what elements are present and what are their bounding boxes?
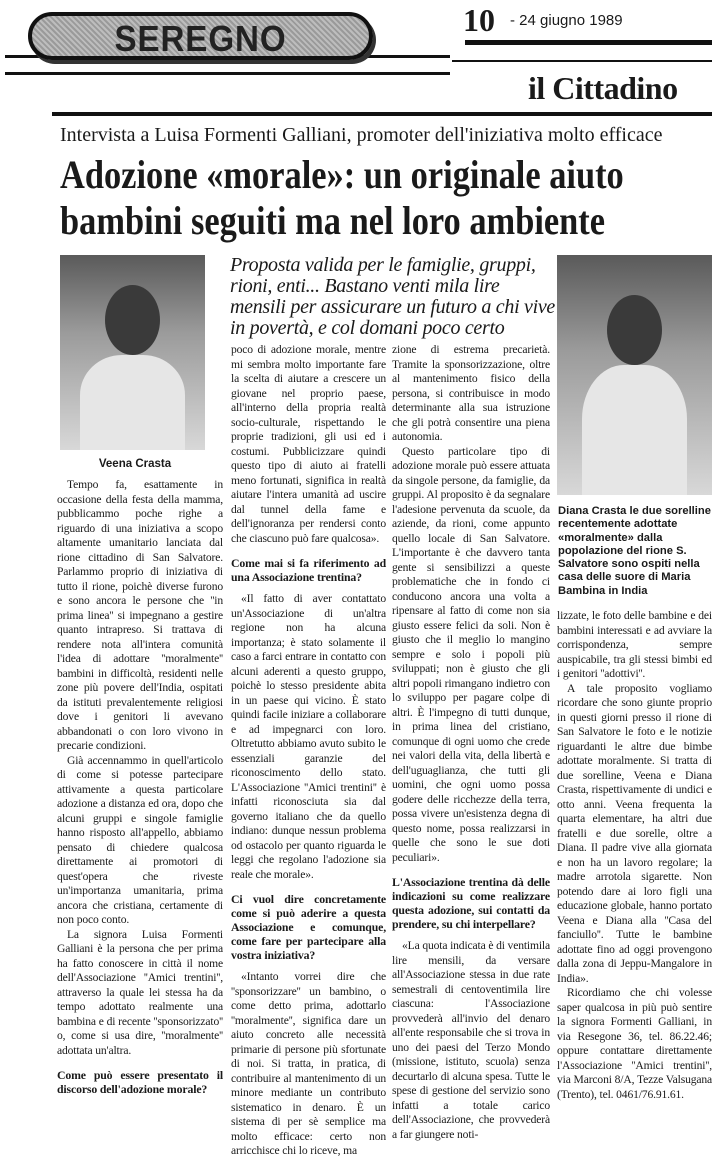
article-paragraph: Ricordiamo che chi volesse saper qualcosa in più può sentire la signora Formenti Galliani, in via Resegone 36, tel. 86.22.46; oppure contattare direttamente l'Associazione ''Amici trentini'', via Marconi 8/A, Tezze Valsugana (Trento), tel. 0461/76.91.61. [557, 986, 712, 1101]
deck-subtitle: Proposta valida per le famiglie, gruppi, rioni, enti... Bastano venti mila lire mensili per assicurare un futuro a chi vive in povertà, e col domani poco certo [230, 254, 556, 339]
article-paragraph: «Intanto vorrei dire che ''sponsorizzare'' un bambino, o come detto prima, adottarlo ''moralmente'', significa dare un aiuto concreto alle necessità primarie di persone più sfortunate di noi. Si tratta, in pratica, di contribuire al mantenimento di un minore mediante un contributo sistematico in denaro. È un sistema di per sè semplice ma molto efficace: certo non arricchisce chi lo riceve, ma [231, 970, 386, 1157]
headline-line-2: bambini seguiti ma nel loro ambiente [60, 198, 606, 243]
photo-subject-head [105, 285, 160, 355]
article-paragraph: «Il fatto di aver contattato un'Associazione di un'altra regione non ha alcuna importanza; è stato solamente il caso a farci entrare in contatto con alcuni aderenti a questo gruppo, poichè lo stesso presidente abita in un paese qui vicino. È stato quindi facile iniziare a collaborare e ad impegnarci con loro. Oltretutto abbiamo avuto subito le essenziali garanzie del riconoscimento dello stato. L'Associazione ''Amici trentini'' è infatti riconosciuta sia dal governo italiano che da quello indiano: dunque nessun problema od ostacolo per quanto riguarda le leggi che regolano l'adozione sia reale che morale». [231, 592, 386, 881]
photo2-caption: Diana Crasta le due sorelline recentemente adottate «moralmente» dalla popolazione del rione S. Salvatore sono ospiti nella casa delle suore di Maria Bambina in India [558, 505, 711, 597]
photo1-caption: Veena Crasta [98, 458, 172, 470]
section-title: SEREGNO [114, 18, 287, 59]
headline-line-1: Adozione «morale»: un originale aiuto [60, 152, 624, 197]
article-paragraph: poco di adozione morale, mentre mi sembra molto importante fare la scelta di aiutare a crescere un giovane nel proprio paese, all'interno della propria realtà socio-culturale, rispettando le proprie tradizioni, gli usi ed i costumi. Pubblicizzare quindi questo tipo di aiuto ai fratelli meno fortunati, significa in realtà aiutare l'intera umanità ad uscire dal tunnel della fame e dell'ignoranza per rendersi conto che ciascuno può fare qualcosa». [231, 343, 386, 545]
article-paragraph: Tempo fa, esattamente in occasione della festa della mamma, pubblicammo poche righe a riguardo di una iniziativa a scopo altamente umanitario lanciata dal rione cittadino di San Salvatore. Parlammo proprio di iniziativa di tutto il rione, poichè diverse furono e sono ancora le persone che ''in prima linea'' si impegnano a gestire quanto intrapreso. Si trattava di rendere nota all'intera comunità l'idea di adottare ''moralmente'' bambini in difficoltà, residenti nelle zone più povere dell'India, ospitati da istituti prevalentemente religiosi dove i genitori li avevano abbandonati o con loro vivono in precarie condizioni. [57, 478, 223, 752]
section-banner [28, 12, 373, 60]
photo-veena-crasta [60, 255, 205, 450]
interview-question: Ci vuol dire concretamente come si può aderire a questa Associazione e comunque, come fare per partecipare alla vostra iniziativa? [231, 892, 386, 962]
article-paragraph: A tale proposito vogliamo ricordare che sono giunte proprio in questi giorni presso il rione di San Salvatore le foto e le notizie riguardanti le altre due bimbe adottate moralmente. Si tratta di due sorelline, Veena e Diana Crasta, rispettivamente di undici e otto anni. Veena frequenta la quarta elementare, ha altri due fratelli e due sorelle, oltre a Diana. Il padre vive alla giornata e non ha un lavoro regolare; la madre arrotola sigarette. Non potendo dare ai loro figli una educazione globale, hanno portato Veena e Diana alla ''Casa del fanciullo''. Tutte le bambine adottate fino ad oggi provengono dalla zona di Jeppu-Mangalore in India». [557, 681, 712, 985]
kicker: Intervista a Luisa Formenti Galliani, promoter dell'iniziativa molto efficace [60, 124, 663, 146]
photo-subject-body [582, 365, 687, 495]
headline [60, 152, 624, 244]
article-paragraph: La signora Luisa Formenti Galliani è la persona che per prima ha fatto conoscere in città il nome dell'Associazione ''Amici trentini'', attraverso la quale lei stessa ha da tempo adottato realmente una bambina e di recente ''sponsorizzato'' o, come si usa dire, ''moralmente'' adottata un'altra. [57, 927, 223, 1057]
article-paragraph: zione di estrema precarietà. Tramite la sponsorizzazione, oltre al mantenimento fisico della persona, si contribuisce in modo determinante alla sua istruzione che gli potrà consentire una piena autonomia. [392, 343, 550, 443]
header-rule [52, 112, 712, 116]
article-column-1 [57, 478, 223, 1104]
article-paragraph: Già accennammo in quell'articolo di come si potesse partecipare attivamente a questa particolare adozione a distanza ed ora, dopo che alcuni gruppi e singole famiglie hanno risposto all'appello, abbiamo pensato di chiedere qualcosa direttamente ai promotori di quest'opera che riveste un'importanza umanitaria, prima ancora che cristiana, certamente di non poco conto. [57, 753, 223, 926]
interview-question: Come può essere presentato il discorso dell'adozione morale? [57, 1068, 223, 1096]
date-rule-thin [452, 60, 712, 62]
interview-question: L'Associazione trentina dà delle indicazioni su come realizzare questa adozione, sui contatti da prendere, su chi interpellare? [392, 875, 550, 931]
article-paragraph: «La quota indicata è di ventimila lire mensili, da versare all'Associazione stessa in due rate semestrali di centoventimila lire ciascuna: l'Associazione provvederà all'invio del denaro all'ente responsabile che si trova in uno dei paesi del Terzo Mondo (missione, istituto, scuola) senza decurtarlo di alcuna spesa. Tutte le spese di gestione del servizio sono infatti a totale carico dell'Associazione, che provvederà a far giungere noti- [392, 939, 550, 1141]
article-paragraph: lizzate, le foto delle bambine e dei bambini interessati e ad avviare la corrispondenza, sempre auspicabile, tra gli stessi bimbi ed i genitori ''adottivi''. [557, 609, 712, 680]
photo-diana-crasta [557, 255, 712, 495]
interview-question: Come mai si fa riferimento ad una Associazione trentina? [231, 556, 386, 584]
article-column-4 [557, 609, 712, 1102]
issue-date: - 24 giugno 1989 [510, 12, 623, 29]
article-column-2 [231, 343, 386, 1159]
page-number: 10 [463, 2, 495, 38]
article-column-3 [392, 343, 550, 1142]
date-rule [465, 40, 712, 45]
photo-subject-head [607, 295, 662, 365]
newspaper-logo: il Cittadino [528, 70, 678, 106]
article-paragraph: Questo particolare tipo di adozione morale può essere attuata da singole persone, da famiglie, da gruppi. Al proposito è da segnalare l'adesione pervenuta da scuole, da aziende, da rioni, come appunto quello locale di San Salvatore. L'importante è che davvero tanta gente si sensibilizzi a queste problematiche che in fondo ci conducono ancora una volta a ripensare al fatto di come non sia giusto essere felici da soli. Non è giusto che il meglio lo mangino sempre e solo i popoli più sviluppati; non è giusto che gli altri popoli rimangano indietro con lo sviluppo per pagare colpe di altri. È l'impegno di tutti dunque, in prima linea del cristiano, comunque di ogni uomo che crede nei valori della vita, della libertà e dell'uguaglianza, che tutti gli uomini, che ogni uomo possa godere delle ricchezze della terra, possa vivere un'esistenza degna di questo nome, possa realizzarsi in quelle che sono le sue doti peculiari». [392, 444, 550, 864]
photo-subject-body [80, 355, 185, 450]
masthead-rule-bottom [5, 72, 450, 75]
